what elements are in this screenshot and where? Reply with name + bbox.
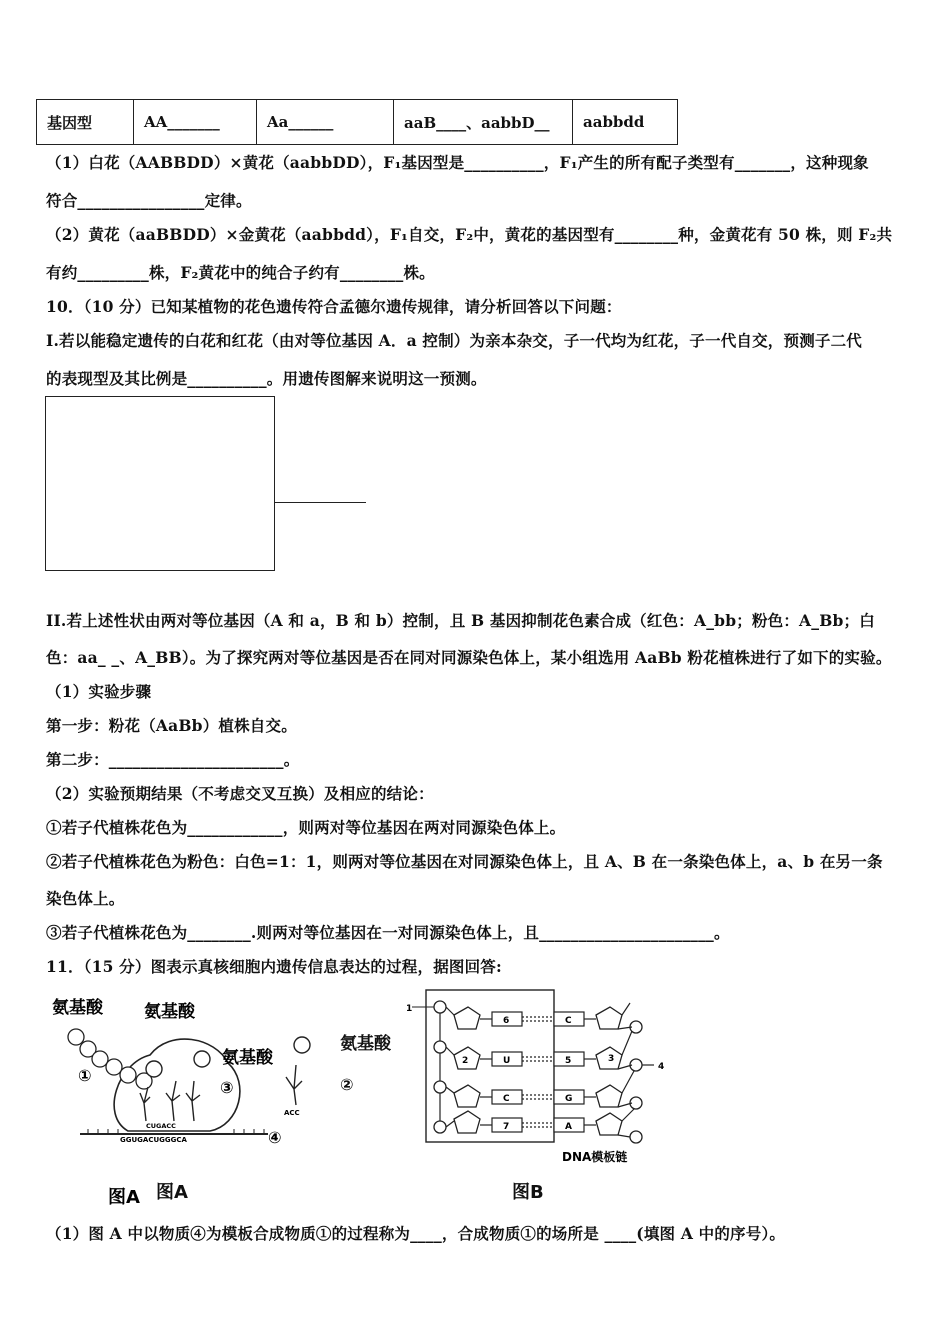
q10-steps-heading: （1）实验步骤 [46,682,152,701]
table-row [37,100,678,145]
amino-acid-label-1: 氨基酸 [52,998,103,1018]
number-label-3: ③ [220,1078,234,1097]
q10-result1: ①若子代植株花色为____________，则两对等位基因在两对同源染色体上。 [46,818,566,837]
table-cell: 基因型 [37,100,134,145]
base-box-a: A [565,1122,572,1132]
q10-I-line2: 的表现型及其比例是__________。用遗传图解来说明这一预测。 [46,369,487,388]
nucleotide-frame [426,990,554,1142]
figure-a-caption: 图A [108,1187,140,1208]
free-trna [286,1037,310,1105]
pointer-label-1: 1 [406,1004,413,1014]
base-box-c: C [503,1094,510,1104]
q9-part1-line1: （1）白花（AABBDD）×黄花（aabbDD），F₁基因型是__________，F₁产生的所有配子类型有_______，这种现象 [46,153,869,172]
figure-a-caption-text: 图A [156,1182,188,1203]
ring-label-2: 2 [462,1056,469,1066]
q10-result2-line1: ②若子代植株花色为粉色：白色=1：1，则两对等位基因在对同源染色体上，且 A、B 在一条染色体上，a、b 在另一条 [46,852,883,871]
dna-template-label: DNA模板链 [562,1150,628,1164]
acc-label: ACC [284,1109,300,1117]
q9-part2-line1: （2）黄花（aaBBDD）×金黄花（aabbdd），F₁自交，F₂中，黄花的基因型有________种，金黄花有 50 株，则 F₂共 [46,225,893,244]
ring-label-3: 3 [608,1054,615,1064]
base-box-u: U [503,1056,511,1066]
mrna-sequence-label: GGUGACUGGGCA [120,1136,187,1144]
base-box-5: 5 [565,1056,572,1066]
q9-part1-line2: 符合________________定律。 [46,191,252,210]
number-label-1: ① [78,1066,92,1085]
base-box-g: G [565,1094,573,1104]
answer-box [45,396,275,571]
amino-acid-label-4: 氨基酸 [340,1034,391,1054]
q10-I-line1: I.若以能稳定遗传的白花和红花（由对等位基因 A．a 控制）为亲本杂交，子一代均为红花，子一代自交，预测子二代 [46,331,863,350]
q10-step1: 第一步：粉花（AaBb）植株自交。 [46,716,297,735]
q10-results-heading: （2）实验预期结果（不考虑交叉互换）及相应的结论： [46,784,434,803]
amino-acid-label-2: 氨基酸 [144,1002,195,1022]
figure-b-caption: 图B [512,1182,544,1203]
base-box-7: 7 [503,1122,510,1132]
base-box-right-c: C [565,1016,572,1026]
q10-step2: 第二步：______________________。 [46,750,300,769]
table-cell: aabbdd [573,100,678,145]
q10-heading: 10．（10 分）已知某植物的花色遗传符合孟德尔遗传规律，请分析回答以下问题： [46,297,622,316]
pointer-label-4: 4 [658,1062,665,1072]
q11-heading: 11．（15 分）图表示真核细胞内遗传信息表达的过程，据图回答: [46,957,502,976]
base-box-6: 6 [503,1016,510,1026]
q10-II-line1: II.若上述性状由两对等位基因（A 和 a，B 和 b）控制，且 B 基因抑制花色素合成（红色：A_bb；粉色：A_Bb；白 [46,611,875,630]
answer-line [274,502,366,503]
figure-b-dna-structure [396,985,686,1167]
q10-result2-line2: 染色体上。 [46,889,125,908]
q10-result3: ③若子代植株花色为________.则两对等位基因在一对同源染色体上，且______________________。 [46,923,730,942]
table-cell: AA_______ [134,100,257,145]
q10-II-line2: 色：aa_ _、A_BB）。为了探究两对等位基因是否在同对同源染色体上，某小组选用 AaBb 粉花植株进行了如下的实验。 [46,648,892,667]
genotype-table [36,99,678,145]
anticodon-label: CUGACC [146,1122,176,1130]
number-label-4: ④ [268,1128,282,1147]
figure-a-translation-diagram [40,985,300,1208]
table-cell: Aa______ [257,100,394,145]
q9-part2-line2: 有约_________株，F₂黄花中的纯合子约有________株。 [46,263,435,282]
amino-acid-label-3: 氨基酸 [222,1048,273,1068]
number-label-2: ② [340,1075,354,1094]
table-cell: aaB____、aabbD__ [394,100,573,145]
q11-question1: （1）图 A 中以物质④为模板合成物质①的过程称为____，合成物质①的场所是 ____(填图 A 中的序号）。 [46,1224,786,1243]
